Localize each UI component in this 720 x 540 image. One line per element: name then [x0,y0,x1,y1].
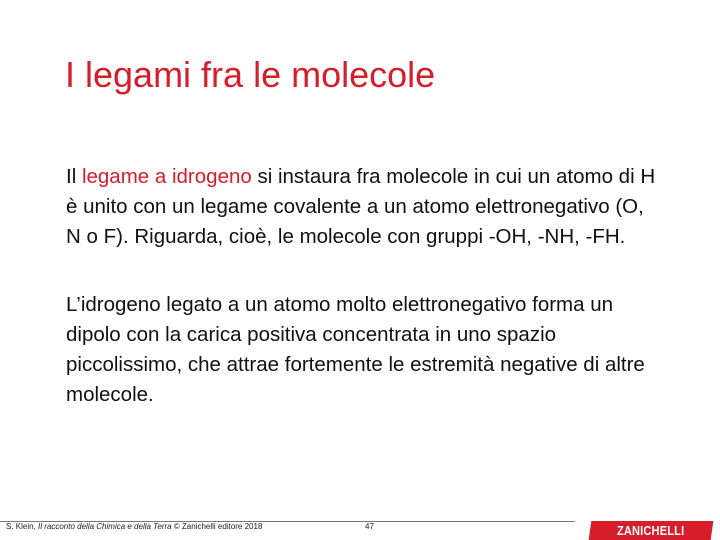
footer-book-title: Il racconto della Chimica e della Terra [38,522,172,531]
publisher-logo [589,521,714,540]
logo-text: ZANICHELLI [617,523,685,538]
footer-author: S. Klein, [6,522,39,531]
paragraph-rest: si instaura fra molecole in cui un atomo di H è unito con un legame covalente a un atomo elettronegativo (O, N o F). Riguarda, cioè, le molecole con gruppi -OH, -NH, -FH. [66,165,656,248]
highlight-term: legame a idrogeno [81,165,252,188]
footer-credit [6,522,262,531]
paragraph-lead: Il [66,165,82,188]
footer-publisher: © Zanichelli editore 2018 [171,522,263,531]
paragraph-dipole-explanation: L’idrogeno legato a un atomo molto elettronegativo forma un dipolo con la carica positiva concentrata in uno spazio piccolissimo, che attrae fortemente le estremità negative di altre molecole. [66,293,645,406]
paragraph-hydrogen-bond-definition [66,162,656,252]
slide-title: I legami fra le molecole [65,54,436,95]
page-number: 47 [365,522,374,531]
